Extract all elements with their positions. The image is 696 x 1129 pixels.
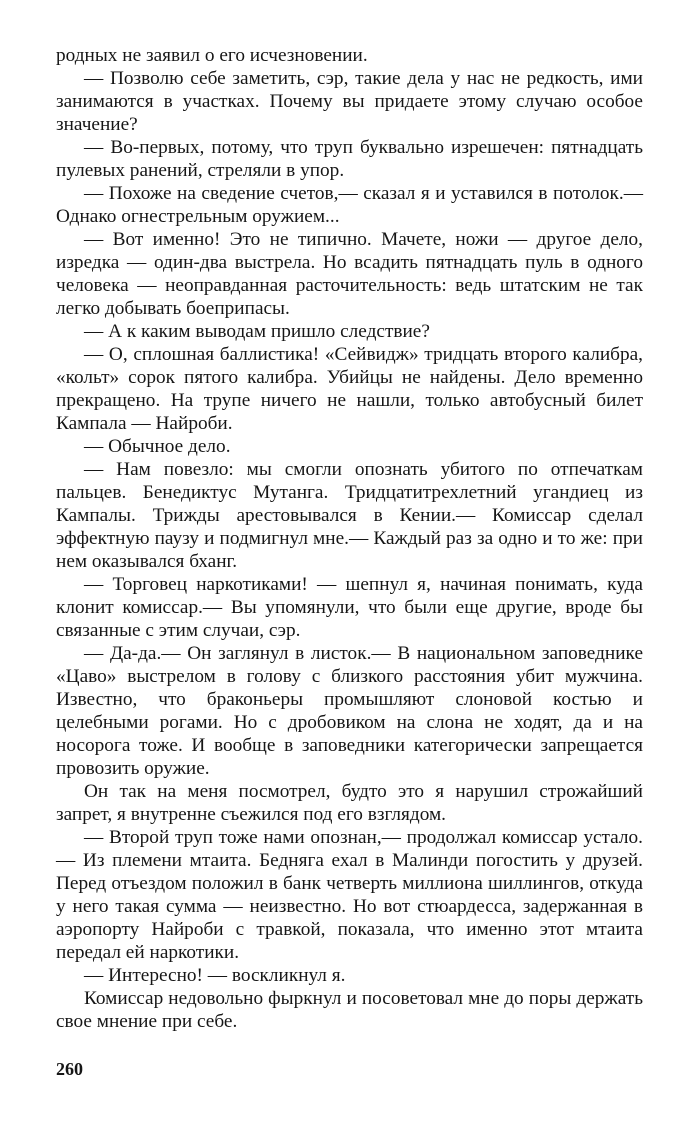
paragraph-6: — А к каким выводам пришло следствие? <box>84 321 430 342</box>
paragraph-4: — Похоже на сведение счетов,— сказал я и уставился в потолок.— Однако огнестрельным оружием... <box>56 183 643 227</box>
paragraph-8: — Обычное дело. <box>84 436 231 457</box>
paragraph-13: — Второй труп тоже нами опознан,— продолжал комиссар устало.— Из племени мтаита. Бедняга ехал в Малинди погостить у друзей. Перед отъездом положил в банк четверть миллиона шиллингов, откуда у него такая сумма — неизвестно. Но вот стюардесса, задержанная в аэропорту Найроби с травкой, показала, что именно этот мтаита передал ей наркотики. <box>56 827 643 963</box>
paragraph-7: — О, сплошная баллистика! «Сейвидж» тридцать второго калибра, «кольт» сорок пятого калибра. Убийцы не найдены. Дело временно прекращено. На трупе ничего не нашли, только автобусный билет Кампала — Найроби. <box>56 344 643 434</box>
paragraph-12: Он так на меня посмотрел, будто это я нарушил строжайший запрет, я внутренне съежился под его взглядом. <box>56 781 643 825</box>
paragraph-10: — Торговец наркотиками! — шепнул я, начиная понимать, куда клонит комиссар.— Вы упомянули, что были еще другие, вроде бы связанные с этим случаи, сэр. <box>56 574 643 641</box>
page-number: 260 <box>56 1059 83 1079</box>
paragraph-1: родных не заявил о его исчезновении. <box>56 45 368 66</box>
paragraph-3: — Во-первых, потому, что труп буквально изрешечен: пятнадцать пулевых ранений, стреляли в упор. <box>56 137 643 181</box>
book-page-text <box>56 44 643 1033</box>
paragraph-9: — Нам повезло: мы смогли опознать убитого по отпечаткам пальцев. Бенедиктус Мутанга. Тридцатитрехлетний угандиец из Кампалы. Трижды арестовывался в Кении.— Комиссар сделал эффектную паузу и подмигнул мне.— Каждый раз за одно и то же: при нем оказывался бханг. <box>56 459 643 572</box>
paragraph-2: — Позволю себе заметить, сэр, такие дела у нас не редкость, ими занимаются в участках. Почему вы придаете этому случаю особое значение? <box>56 68 643 135</box>
paragraph-5: — Вот именно! Это не типично. Мачете, ножи — другое дело, изредка — один-два выстрела. Но всадить пятнадцать пуль в одного человека — неоправданная расточительность: ведь штатским не так легко добывать боеприпасы. <box>56 229 643 319</box>
paragraph-15: Комиссар недовольно фыркнул и посоветовал мне до поры держать свое мнение при себе. <box>56 988 643 1032</box>
paragraph-14: — Интересно! — воскликнул я. <box>84 965 346 986</box>
paragraph-11: — Да-да.— Он заглянул в листок.— В национальном заповеднике «Цаво» выстрелом в голову с близкого расстояния убит мужчина. Известно, что браконьеры промышляют слоновой костью и целебными рогами. Но с дробовиком на слона не ходят, да и на носорога тоже. И вообще в заповедники категорически запрещается провозить оружие. <box>56 643 643 779</box>
